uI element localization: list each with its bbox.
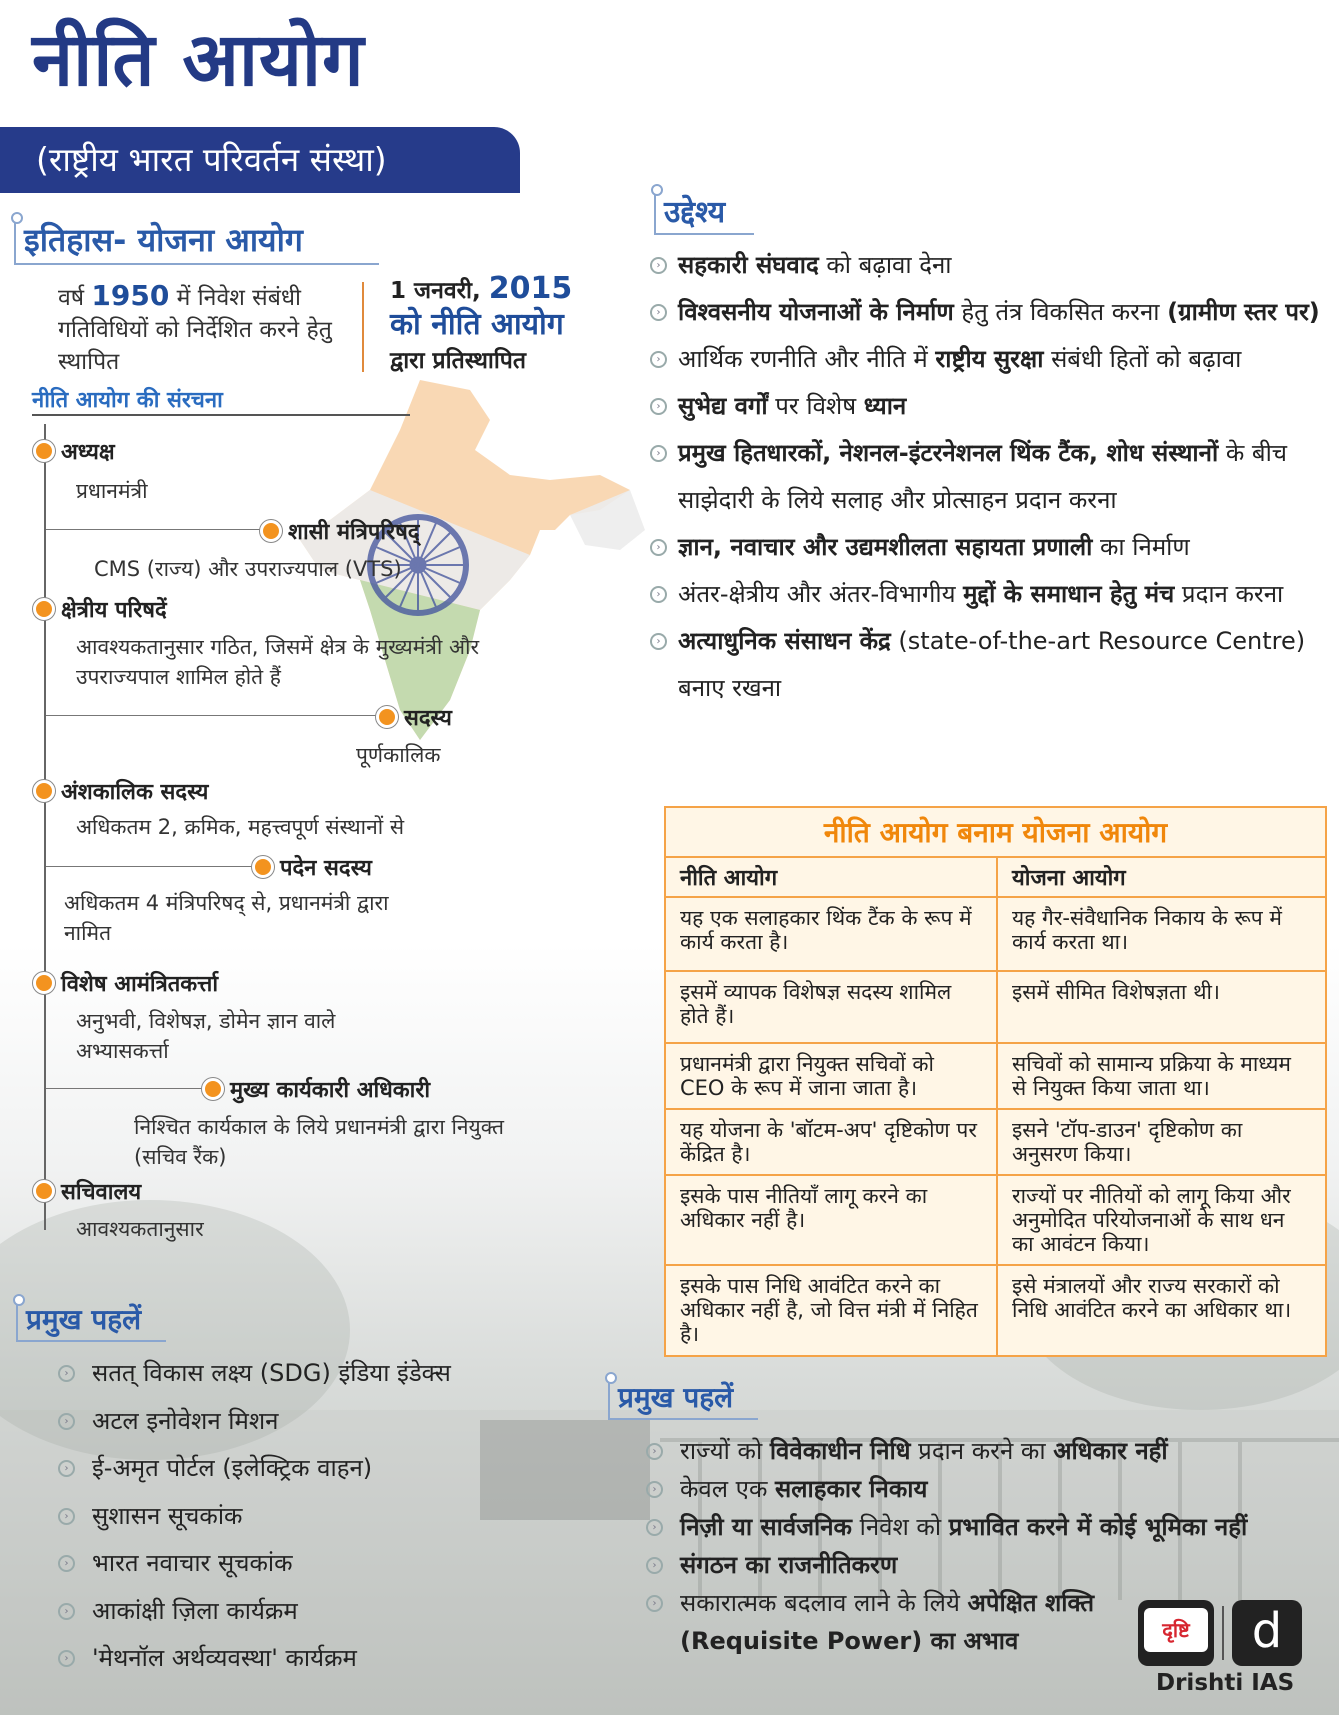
tree-branch — [46, 715, 376, 716]
table-header-row — [666, 858, 1325, 897]
comparison-table-box — [664, 806, 1327, 1357]
node-title: शासी मंत्रिपरिषद् — [288, 520, 420, 545]
chevron-circle-icon: › — [650, 351, 667, 368]
node-ex-officio-members — [252, 852, 372, 882]
node-dot — [33, 780, 55, 802]
drishti-logo-mark — [1138, 1600, 1214, 1666]
table-cell: इसने 'टॉप-डाउन' दृष्टिकोण का अनुसरण किया। — [997, 1109, 1325, 1175]
chevron-circle-icon: › — [650, 633, 667, 650]
chevron-circle-icon: › — [650, 586, 667, 603]
table-cell: सचिवों को सामान्य प्रक्रिया के माध्यम से नियुक्त किया जाता था। — [997, 1043, 1325, 1109]
list-item: › भारत नवाचार सूचकांक — [58, 1540, 451, 1588]
table-row — [666, 1265, 1325, 1355]
page-title: नीति आयोग — [32, 17, 365, 103]
table-cell: इसे मंत्रालयों और राज्य सरकारों को निधि आवंटित करने का अधिकार था। — [1012, 1274, 1292, 1322]
node-desc: आवश्यकतानुसार — [76, 1217, 204, 1241]
node-title: मुख्य कार्यकारी अधिकारी — [230, 1078, 431, 1103]
table-cell: इसमें व्यापक विशेषज्ञ सदस्य शामिल होते हैं। — [666, 971, 997, 1043]
table-row — [666, 971, 1325, 1043]
list-item: › सकारात्मक बदलाव लाने के लिये अपेक्षित शक्ति (Requisite Power) का अभाव — [646, 1584, 1116, 1660]
history-niti-aayog — [390, 272, 630, 378]
initiatives-list — [58, 1350, 451, 1683]
node-governing-council — [260, 516, 419, 546]
chevron-circle-icon: › — [646, 1443, 663, 1460]
list-item: › राज्यों को विवेकाधीन निधि प्रदान करने का अधिकार नहीं — [646, 1432, 1336, 1470]
node-title: विशेष आमंत्रितकर्त्ता — [61, 972, 219, 997]
table-row — [666, 897, 1325, 971]
node-title: पदेन सदस्य — [280, 856, 372, 881]
node-chairperson — [33, 436, 115, 466]
table-cell: यह गैर-संवैधानिक निकाय के रूप में कार्य करता था। — [997, 897, 1325, 971]
history-right-big: को नीति आयोग — [390, 307, 564, 342]
logo-separator — [1222, 1606, 1224, 1660]
list-item: › विश्वसनीय योजनाओं के निर्माण हेतु तंत्र विकसित करना (ग्रामीण स्तर पर) — [650, 289, 1330, 336]
table-cell: राज्यों पर नीतियों को लागू किया और अनुमोदित परियोजनाओं के साथ धन का आवंटन किया। — [997, 1175, 1325, 1265]
table-cell: यह योजना के 'बॉटम-अप' दृष्टिकोण पर केंद्रित है। — [666, 1109, 997, 1175]
node-desc: आवश्यकतानुसार गठित, जिसमें क्षेत्र के मुख्यमंत्री और उपराज्यपाल शामिल होते हैं — [76, 635, 480, 689]
comparison-table — [666, 858, 1325, 1355]
node-dot — [33, 440, 55, 462]
node-ceo — [202, 1074, 430, 1104]
node-title: अंशकालिक सदस्य — [61, 780, 209, 805]
subtitle-banner: (राष्ट्रीय भारत परिवर्तन संस्था) — [0, 127, 520, 193]
comparison-title: नीति आयोग बनाम योजना आयोग — [666, 808, 1325, 858]
india-map-illustration — [300, 380, 650, 800]
structure-heading-underline — [32, 414, 410, 416]
node-desc: अधिकतम 4 मंत्रिपरिषद् से, प्रधानमंत्री द्वारा नामित — [64, 891, 389, 945]
node-desc: निश्चित कार्यकाल के लिये प्रधानमंत्री द्वारा नियुक्त (सचिव रैंक) — [134, 1115, 504, 1169]
drishti-ias-logo — [1138, 1600, 1328, 1700]
chevron-circle-icon: › — [58, 1650, 75, 1667]
list-item: › सतत् विकास लक्ष्य (SDG) इंडिया इंडेक्स — [58, 1350, 451, 1398]
history-right-suffix: द्वारा प्रतिस्थापित — [390, 348, 526, 374]
node-desc: अनुभवी, विशेषज्ञ, डोमेन ज्ञान वाले अभ्यासकर्त्ता — [76, 1009, 336, 1063]
table-cell: इसके पास नीतियाँ लागू करने का अधिकार नहीं है। — [666, 1175, 997, 1265]
table-row — [666, 1175, 1325, 1265]
history-planning-commission — [58, 280, 358, 378]
node-part-time-members — [33, 776, 208, 806]
table-row — [666, 1043, 1325, 1109]
d-logo-icon: d — [1232, 1600, 1302, 1666]
node-dot — [202, 1078, 224, 1100]
chevron-circle-icon: › — [650, 257, 667, 274]
chevron-circle-icon: › — [650, 539, 667, 556]
chevron-circle-icon: › — [646, 1557, 663, 1574]
node-dot — [33, 972, 55, 994]
chevron-circle-icon: › — [58, 1508, 75, 1525]
chevron-circle-icon: › — [646, 1519, 663, 1536]
list-item: › ज्ञान, नवाचार और उद्यमशीलता सहायता प्रणाली का निर्माण — [650, 524, 1330, 571]
objectives-list — [650, 242, 1330, 712]
tree-branch — [46, 529, 260, 530]
node-title: क्षेत्रीय परिषदें — [61, 598, 167, 623]
table-cell: यह एक सलाहकार थिंक टैंक के रूप में कार्य करता है। — [666, 897, 997, 971]
initiatives-heading: प्रमुख पहलें — [16, 1300, 166, 1342]
node-desc: प्रधानमंत्री — [76, 479, 148, 503]
history-left-prefix: वर्ष — [58, 285, 85, 311]
drishti-logo-text: दृष्टि — [1144, 1608, 1208, 1652]
node-title: अध्यक्ष — [61, 440, 115, 465]
chevron-circle-icon: › — [650, 445, 667, 462]
chevron-circle-icon: › — [650, 398, 667, 415]
history-divider — [362, 282, 364, 372]
list-item: › आर्थिक रणनीति और नीति में राष्ट्रीय सुरक्षा संबंधी हितों को बढ़ावा — [650, 336, 1330, 383]
objectives-heading: उद्देश्य — [654, 190, 754, 235]
list-item: › अत्याधुनिक संसाधन केंद्र (state-of-the-art Resource Centre) बनाए रखना — [650, 618, 1330, 712]
list-item: › अटल इनोवेशन मिशन — [58, 1398, 451, 1446]
list-item: › सहकारी संघवाद को बढ़ावा देना — [650, 242, 1330, 289]
list-item: › केवल एक सलाहकार निकाय — [646, 1470, 1336, 1508]
node-desc: पूर्णकालिक — [356, 743, 441, 767]
tree-branch — [46, 866, 252, 867]
list-item: › संगठन का राजनीतिकरण — [646, 1546, 1336, 1584]
history-year-1950: 1950 — [91, 279, 170, 312]
node-regional-councils — [33, 594, 167, 624]
list-item: › आकांक्षी ज़िला कार्यक्रम — [58, 1588, 451, 1636]
list-item: › सुभेद्य वर्गों पर विशेष ध्यान — [650, 383, 1330, 430]
table-row — [666, 1109, 1325, 1175]
node-dot — [33, 1180, 55, 1202]
chevron-circle-icon: › — [650, 304, 667, 321]
chevron-circle-icon: › — [646, 1481, 663, 1498]
chevron-circle-icon: › — [58, 1460, 75, 1477]
chevron-circle-icon: › — [58, 1413, 75, 1430]
list-item: › अंतर-क्षेत्रीय और अंतर-विभागीय मुद्दों के समाधान हेतु मंच प्रदान करना — [650, 571, 1330, 618]
node-special-invitees — [33, 968, 218, 998]
node-desc: CMS (राज्य) और उपराज्यपाल (VTS) — [94, 557, 402, 581]
table-cell: इसके पास निधि आवंटित करने का अधिकार नहीं है, जो वित्त मंत्री में निहित है। — [666, 1265, 997, 1355]
node-members — [376, 702, 452, 732]
chevron-circle-icon: › — [58, 1603, 75, 1620]
history-left-suffix: में निवेश संबंधी गतिविधियों को निर्देशित करने हेतु स्थापित — [58, 285, 332, 375]
list-item: › ई-अमृत पोर्टल (इलेक्ट्रिक वाहन) — [58, 1445, 451, 1493]
table-cell: इसमें सीमित विशेषज्ञता थी। — [997, 971, 1325, 1043]
chevron-circle-icon: › — [646, 1595, 663, 1612]
logo-brand-name: Drishti IAS — [1156, 1670, 1295, 1696]
criticism-heading: प्रमुख पहलें — [608, 1378, 758, 1420]
history-date-prefix: 1 जनवरी, — [390, 278, 481, 304]
chevron-circle-icon: › — [58, 1555, 75, 1572]
history-heading: इतिहास- योजना आयोग — [14, 218, 379, 265]
node-dot — [376, 706, 398, 728]
node-dot — [260, 520, 282, 542]
list-item: › सुशासन सूचकांक — [58, 1493, 451, 1541]
table-cell: प्रधानमंत्री द्वारा नियुक्त सचिवों को CEO के रूप में जाना जाता है। — [666, 1043, 997, 1109]
node-secretariat — [33, 1176, 141, 1206]
tree-branch — [46, 1088, 202, 1089]
column-header-yojana: योजना आयोग — [997, 858, 1325, 897]
list-item: › निज़ी या सार्वजनिक निवेश को प्रभावित करने में कोई भूमिका नहीं — [646, 1508, 1336, 1546]
node-desc: अधिकतम 2, क्रमिक, महत्त्वपूर्ण संस्थानों से — [76, 815, 405, 839]
node-dot — [33, 598, 55, 620]
list-item: › 'मेथनॉल अर्थव्यवस्था' कार्यक्रम — [58, 1635, 451, 1683]
node-title: सचिवालय — [61, 1180, 142, 1205]
chevron-circle-icon: › — [58, 1365, 75, 1382]
node-dot — [252, 856, 274, 878]
structure-heading: नीति आयोग की संरचना — [32, 388, 223, 413]
column-header-niti: नीति आयोग — [666, 858, 997, 897]
list-item: › प्रमुख हितधारकों, नेशनल-इंटरनेशनल थिंक टैंक, शोध संस्थानों के बीच साझेदारी के लिये सलाह और प्रोत्साहन प्रदान करना — [650, 430, 1330, 524]
structure-tree-line — [44, 424, 46, 1230]
node-title: सदस्य — [404, 706, 452, 731]
history-year-2015: 2015 — [488, 271, 573, 306]
